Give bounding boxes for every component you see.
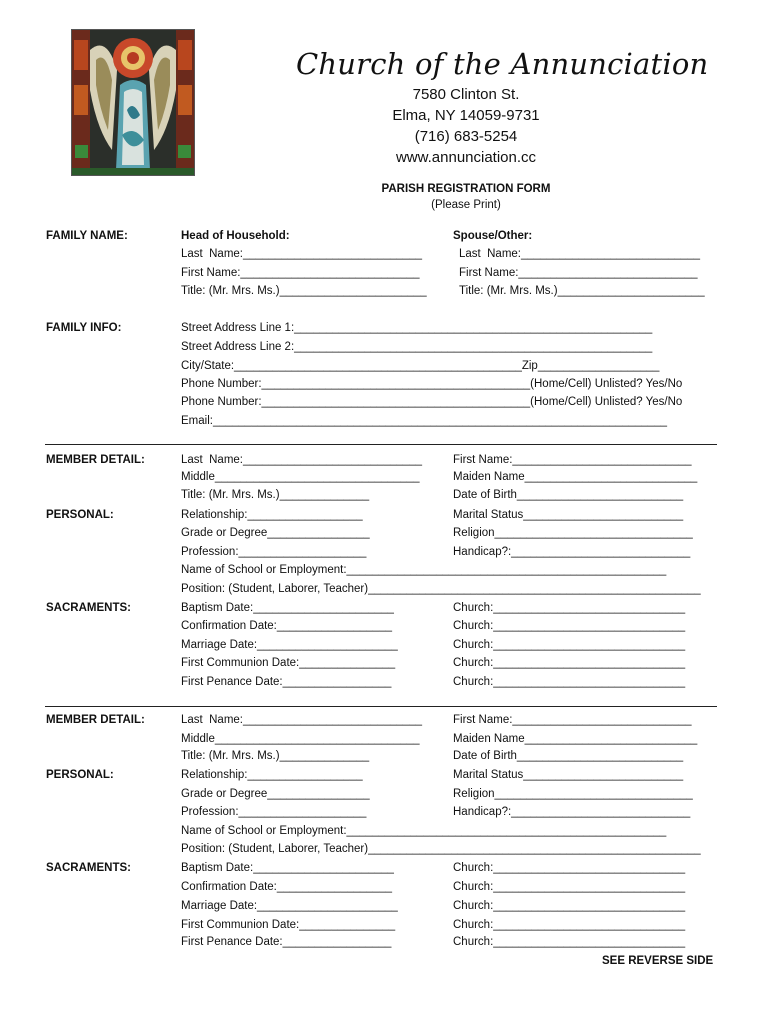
family-name-label: FAMILY NAME: <box>46 230 128 242</box>
member-middle-field[interactable]: Middle________________________________ <box>181 471 420 483</box>
baptism-date-field[interactable]: Baptism Date:______________________ <box>181 602 394 614</box>
marriage-church-field[interactable]: Church:______________________________ <box>453 639 686 651</box>
member-handicap-field[interactable]: Handicap?:____________________________ <box>453 546 691 558</box>
member-title-field[interactable]: Title: (Mr. Mrs. Ms.)______________ <box>181 489 370 501</box>
member-maiden-name-field[interactable]: Maiden Name___________________________ <box>453 471 698 483</box>
confirmation-church-field[interactable]: Church:______________________________ <box>453 620 686 632</box>
member-relationship-field[interactable]: Relationship:__________________ <box>181 769 363 781</box>
member-last-name-field[interactable]: Last Name:____________________________ <box>181 714 423 726</box>
member-first-name-field[interactable]: First Name:____________________________ <box>453 454 692 466</box>
form-title: PARISH REGISTRATION FORM <box>381 183 551 195</box>
personal-label: PERSONAL: <box>46 769 114 781</box>
confirmation-date-field[interactable]: Confirmation Date:__________________ <box>181 881 392 893</box>
phone-number: (716) 683-5254 <box>414 128 518 145</box>
member-position-field[interactable]: Position: (Student, Laborer, Teacher)____________________________________________________ <box>181 583 701 595</box>
marriage-date-field[interactable]: Marriage Date:______________________ <box>181 639 398 651</box>
first-communion-date-field[interactable]: First Communion Date:_______________ <box>181 657 396 669</box>
first-communion-date-field[interactable]: First Communion Date:_______________ <box>181 919 396 931</box>
member-maiden-name-field[interactable]: Maiden Name___________________________ <box>453 733 698 745</box>
member-marital-status-field[interactable]: Marital Status_________________________ <box>453 509 684 521</box>
member-middle-field[interactable]: Middle________________________________ <box>181 733 420 745</box>
member-relationship-field[interactable]: Relationship:__________________ <box>181 509 363 521</box>
website: www.annunciation.cc <box>395 149 537 166</box>
street-address-1-field[interactable]: Street Address Line 1:________________________________________________________ <box>181 322 653 334</box>
baptism-date-field[interactable]: Baptism Date:______________________ <box>181 862 394 874</box>
stained-glass-image <box>72 30 194 175</box>
member-title-field[interactable]: Title: (Mr. Mrs. Ms.)______________ <box>181 750 370 762</box>
city-state-zip-field[interactable]: City/State:_____________________________________________Zip___________________ <box>181 360 660 372</box>
member-school-field[interactable]: Name of School or Employment:__________________________________________________ <box>181 564 667 576</box>
see-reverse-side-note: SEE REVERSE SIDE <box>602 955 714 967</box>
confirmation-church-field[interactable]: Church:______________________________ <box>453 881 686 893</box>
email-field[interactable]: Email:_______________________________________________________________________ <box>181 415 668 427</box>
spouse-title-field[interactable]: Title: (Mr. Mrs. Ms.)_______________________ <box>459 285 705 297</box>
address-line-1: 7580 Clinton St. <box>412 86 520 103</box>
first-penance-church-field[interactable]: Church:______________________________ <box>453 676 686 688</box>
sacraments-label: SACRAMENTS: <box>46 862 131 874</box>
member-profession-field[interactable]: Profession:____________________ <box>181 546 367 558</box>
first-communion-church-field[interactable]: Church:______________________________ <box>453 919 686 931</box>
spouse-last-name-field[interactable]: Last Name:____________________________ <box>459 248 701 260</box>
member-grade-field[interactable]: Grade or Degree________________ <box>181 788 370 800</box>
member-handicap-field[interactable]: Handicap?:____________________________ <box>453 806 691 818</box>
marriage-date-field[interactable]: Marriage Date:______________________ <box>181 900 398 912</box>
spouse-heading: Spouse/Other: <box>453 230 533 242</box>
head-last-name-field[interactable]: Last Name:____________________________ <box>181 248 423 260</box>
baptism-church-field[interactable]: Church:______________________________ <box>453 862 686 874</box>
member-profession-field[interactable]: Profession:____________________ <box>181 806 367 818</box>
confirmation-date-field[interactable]: Confirmation Date:__________________ <box>181 620 392 632</box>
stained-glass-logo <box>71 29 195 176</box>
personal-label: PERSONAL: <box>46 509 114 521</box>
member-dob-field[interactable]: Date of Birth__________________________ <box>453 489 684 501</box>
member-religion-field[interactable]: Religion_______________________________ <box>453 788 693 800</box>
section-divider <box>45 444 717 445</box>
family-info-label: FAMILY INFO: <box>46 322 122 334</box>
phone-number-1-field[interactable]: Phone Number:__________________________________________(Home/Cell) Unlisted? Yes/No <box>181 378 683 390</box>
first-penance-date-field[interactable]: First Penance Date:_________________ <box>181 676 392 688</box>
member-last-name-field[interactable]: Last Name:____________________________ <box>181 454 423 466</box>
church-name: Church of the Annunciation <box>296 47 709 81</box>
member-detail-label: MEMBER DETAIL: <box>46 714 145 726</box>
marriage-church-field[interactable]: Church:______________________________ <box>453 900 686 912</box>
member-marital-status-field[interactable]: Marital Status_________________________ <box>453 769 684 781</box>
member-grade-field[interactable]: Grade or Degree________________ <box>181 527 370 539</box>
baptism-church-field[interactable]: Church:______________________________ <box>453 602 686 614</box>
member-position-field[interactable]: Position: (Student, Laborer, Teacher)____________________________________________________ <box>181 843 701 855</box>
address-line-2: Elma, NY 14059-9731 <box>392 107 540 124</box>
head-first-name-field[interactable]: First Name:____________________________ <box>181 267 420 279</box>
first-penance-date-field[interactable]: First Penance Date:_________________ <box>181 936 392 948</box>
member-first-name-field[interactable]: First Name:____________________________ <box>453 714 692 726</box>
head-of-household-heading: Head of Household: <box>181 230 290 242</box>
first-penance-church-field[interactable]: Church:______________________________ <box>453 936 686 948</box>
member-dob-field[interactable]: Date of Birth__________________________ <box>453 750 684 762</box>
head-title-field[interactable]: Title: (Mr. Mrs. Ms.)_______________________ <box>181 285 427 297</box>
phone-number-2-field[interactable]: Phone Number:__________________________________________(Home/Cell) Unlisted? Yes/No <box>181 396 683 408</box>
first-communion-church-field[interactable]: Church:______________________________ <box>453 657 686 669</box>
member-school-field[interactable]: Name of School or Employment:__________________________________________________ <box>181 825 667 837</box>
spouse-first-name-field[interactable]: First Name:____________________________ <box>459 267 698 279</box>
member-religion-field[interactable]: Religion_______________________________ <box>453 527 693 539</box>
sacraments-label: SACRAMENTS: <box>46 602 131 614</box>
section-divider <box>45 706 717 707</box>
street-address-2-field[interactable]: Street Address Line 2:________________________________________________________ <box>181 341 653 353</box>
form-subtitle: (Please Print) <box>431 199 501 211</box>
member-detail-label: MEMBER DETAIL: <box>46 454 145 466</box>
